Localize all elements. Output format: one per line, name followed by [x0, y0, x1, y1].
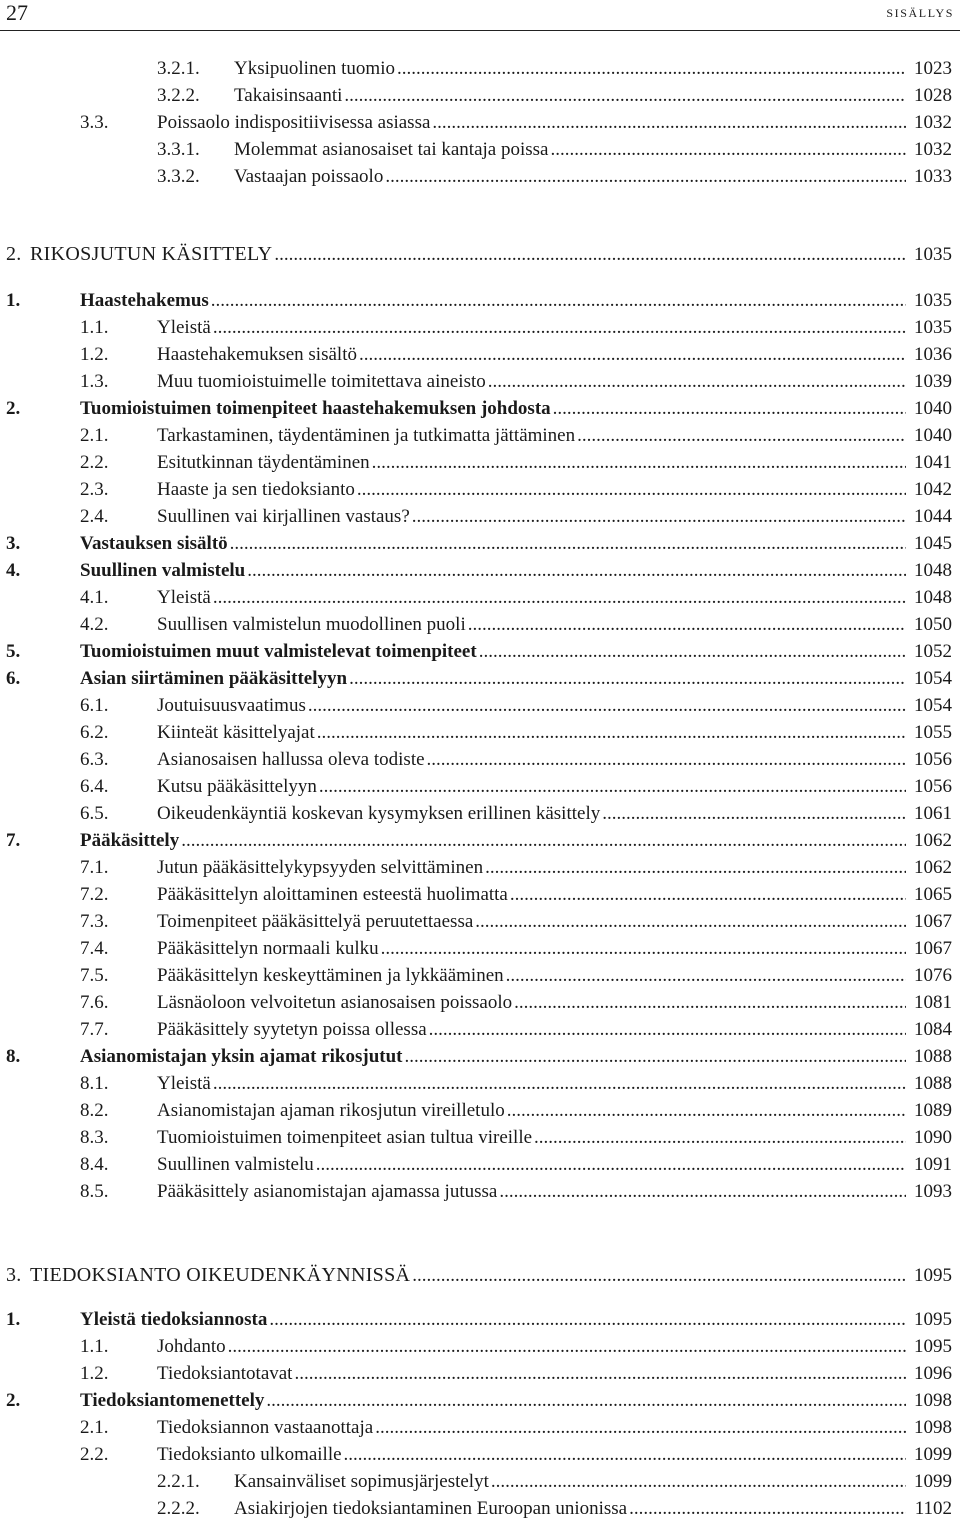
- dot-leader: [491, 1468, 906, 1495]
- toc-entry-number: 3.2.1.: [157, 58, 200, 79]
- dot-leader: [577, 422, 906, 449]
- toc-entry-number: 2.2.: [80, 1444, 109, 1465]
- toc-entry[interactable]: [0, 136, 960, 163]
- dot-leader: [485, 854, 906, 881]
- toc-entry-number: 8.2.: [80, 1100, 109, 1121]
- toc-entry-page: 1040: [914, 398, 952, 419]
- dot-leader: [274, 241, 906, 268]
- dot-leader: [602, 800, 906, 827]
- toc-entry[interactable]: [0, 109, 960, 136]
- toc-entry[interactable]: [0, 1178, 960, 1205]
- toc-entry-page: 1040: [914, 425, 952, 446]
- toc-entry-title: Poissaolo indispositiivisessa asiassa: [157, 112, 431, 133]
- toc-entry[interactable]: [0, 1387, 960, 1414]
- toc-entry-page: 1044: [914, 506, 952, 527]
- toc-entry-page: 1099: [914, 1444, 952, 1465]
- toc-entry-page: 1050: [914, 614, 952, 635]
- toc-entry-title: Asianomistajan ajaman rikosjutun vireilletulo: [157, 1100, 505, 1121]
- toc-entry[interactable]: [0, 854, 960, 881]
- dot-leader: [228, 1333, 906, 1360]
- toc-entry-title: Takaisinsaanti: [234, 85, 343, 106]
- toc-entry-number: 3.2.2.: [157, 85, 200, 106]
- toc-entry-number: 8.: [6, 1046, 21, 1067]
- toc-entry[interactable]: [0, 1333, 960, 1360]
- toc-entry-number: 6.1.: [80, 695, 109, 716]
- toc-entry-page: 1088: [914, 1046, 952, 1067]
- toc-entry-title: Jutun pääkäsittelykypsyyden selvittäminen: [157, 857, 484, 878]
- toc-entry-page: 1076: [914, 965, 952, 986]
- toc-entry-number: 2.: [6, 398, 21, 419]
- dot-leader: [230, 530, 906, 557]
- dot-leader: [349, 665, 906, 692]
- toc-entry-title: Tiedoksianto ulkomaille: [157, 1444, 342, 1465]
- toc-entry-number: 7.5.: [80, 965, 109, 986]
- toc-entry-number: 3.3.2.: [157, 166, 200, 187]
- toc-entry-page: 1095: [914, 1265, 952, 1286]
- toc-entry-number: 1.3.: [80, 371, 109, 392]
- dot-leader: [308, 692, 906, 719]
- toc-entry-title: Oikeudenkäyntiä koskevan kysymyksen erillinen käsittely: [157, 803, 601, 824]
- toc-entry-number: 2.2.: [80, 452, 109, 473]
- dot-leader: [319, 773, 906, 800]
- dot-leader: [397, 55, 906, 82]
- dot-leader: [427, 746, 906, 773]
- toc-entry-page: 1091: [914, 1154, 952, 1175]
- toc-entry[interactable]: [0, 1414, 960, 1441]
- dot-leader: [629, 1495, 906, 1522]
- toc-entry-number: 6.2.: [80, 722, 109, 743]
- toc-entry[interactable]: [0, 503, 960, 530]
- toc-entry[interactable]: [0, 287, 960, 314]
- toc-entry-title: Yleistä: [157, 317, 211, 338]
- toc-entry[interactable]: [0, 341, 960, 368]
- toc-entry-page: 1090: [914, 1127, 952, 1148]
- toc-entry[interactable]: [0, 163, 960, 190]
- dot-leader: [534, 1124, 906, 1151]
- dot-leader: [372, 449, 906, 476]
- dot-leader: [499, 1178, 906, 1205]
- toc-entry[interactable]: [0, 82, 960, 109]
- toc-entry-title: Suullinen valmistelu: [80, 560, 246, 581]
- toc-entry-title: RIKOSJUTUN KÄSITTELY: [30, 243, 273, 265]
- toc-entry-page: 1093: [914, 1181, 952, 1202]
- toc-entry-number: 8.4.: [80, 1154, 109, 1175]
- toc-entry-page: 1035: [914, 317, 952, 338]
- toc-entry[interactable]: [0, 611, 960, 638]
- toc-entry-page: 1023: [914, 58, 952, 79]
- dot-leader: [213, 1070, 906, 1097]
- toc-entry-page: 1084: [914, 1019, 952, 1040]
- toc-entry-page: 1045: [914, 533, 952, 554]
- toc-entry-title: Pääkäsittely syytetyn poissa ollessa: [157, 1019, 427, 1040]
- toc-entry-title: Tuomioistuimen toimenpiteet haastehakemuksen johdosta: [80, 398, 551, 419]
- toc-entry-page: 1095: [914, 1309, 952, 1330]
- toc-entry[interactable]: [0, 1124, 960, 1151]
- dot-leader: [468, 611, 906, 638]
- toc-entry-title: Kutsu pääkäsittelyyn: [157, 776, 317, 797]
- dot-leader: [479, 638, 906, 665]
- toc-entry-title: TIEDOKSIANTO OIKEUDENKÄYNNISSÄ: [30, 1264, 411, 1286]
- toc-entry-page: 1102: [914, 1498, 952, 1519]
- toc-entry-title: Haastehakemuksen sisältö: [157, 344, 357, 365]
- toc-entry-number: 6.5.: [80, 803, 109, 824]
- dot-leader: [506, 962, 906, 989]
- toc-entry-page: 1035: [914, 290, 952, 311]
- toc-entry[interactable]: [0, 1016, 960, 1043]
- toc-entry-title: Johdanto: [157, 1336, 226, 1357]
- toc-entry[interactable]: [0, 314, 960, 341]
- toc-entry-number: 3.3.1.: [157, 139, 200, 160]
- toc-entry-title: Tuomioistuimen muut valmistelevat toimenpiteet: [80, 641, 477, 662]
- toc-entry-number: 2.4.: [80, 506, 109, 527]
- toc-entry-number: 1.2.: [80, 1363, 109, 1384]
- dot-leader: [294, 1360, 906, 1387]
- dot-leader: [507, 1097, 906, 1124]
- toc-entry-number: 2.1.: [80, 1417, 109, 1438]
- toc-entry-number: 2.2.2.: [157, 1498, 200, 1519]
- toc-entry-title: Pääkäsittely asianomistajan ajamassa jutussa: [157, 1181, 498, 1202]
- toc-entry-number: 6.4.: [80, 776, 109, 797]
- toc-entry-page: 1035: [914, 244, 952, 265]
- toc-entry-number: 8.5.: [80, 1181, 109, 1202]
- toc-entry-page: 1033: [914, 166, 952, 187]
- dot-leader: [316, 1151, 906, 1178]
- dot-leader: [429, 1016, 906, 1043]
- dot-leader: [269, 1306, 906, 1333]
- toc-part-entry[interactable]: [0, 241, 960, 268]
- dot-leader: [344, 1441, 906, 1468]
- dot-leader: [357, 476, 906, 503]
- dot-leader: [181, 827, 906, 854]
- toc-entry-page: 1065: [914, 884, 952, 905]
- toc-entry-number: 7.1.: [80, 857, 109, 878]
- toc-entry-title: Yleistä tiedoksiannosta: [80, 1309, 268, 1330]
- toc-entry-number: 5.: [6, 641, 21, 662]
- toc-entry[interactable]: [0, 719, 960, 746]
- toc-entry-number: 8.3.: [80, 1127, 109, 1148]
- toc-entry-number: 2.: [6, 1390, 21, 1411]
- toc-entry-number: 4.: [6, 560, 21, 581]
- page-number: 27: [6, 0, 28, 25]
- toc-entry-page: 1062: [914, 857, 952, 878]
- toc-entry-title: Asian siirtäminen pääkäsittelyyn: [80, 668, 348, 689]
- dot-leader: [317, 719, 906, 746]
- toc-entry-title: Suullinen valmistelu: [157, 1154, 314, 1175]
- dot-leader: [381, 935, 906, 962]
- toc-entry-page: 1032: [914, 139, 952, 160]
- dot-leader: [266, 1387, 906, 1414]
- toc-entry-number: 1.: [6, 1309, 21, 1330]
- toc-entry-page: 1089: [914, 1100, 952, 1121]
- toc-entry-page: 1088: [914, 1073, 952, 1094]
- toc-entry-title: Asiakirjojen tiedoksiantaminen Euroopan unionissa: [234, 1498, 628, 1519]
- dot-leader: [385, 163, 906, 190]
- toc-entry[interactable]: [0, 1306, 960, 1333]
- toc-entry-title: Haaste ja sen tiedoksianto: [157, 479, 355, 500]
- toc-entry-title: Pääkäsittelyn keskeyttäminen ja lykkääminen: [157, 965, 504, 986]
- toc-entry-number: 8.1.: [80, 1073, 109, 1094]
- toc-entry[interactable]: [0, 1043, 960, 1070]
- toc-entry-title: Molemmat asianosaiset tai kantaja poissa: [234, 139, 549, 160]
- toc-entry-title: Vastauksen sisältö: [80, 533, 228, 554]
- toc-entry[interactable]: [0, 638, 960, 665]
- toc-entry-title: Tiedoksiannon vastaanottaja: [157, 1417, 374, 1438]
- toc-entry-title: Kansainväliset sopimusjärjestelyt: [234, 1471, 489, 1492]
- toc-entry-page: 1098: [914, 1417, 952, 1438]
- toc-entry-title: Toimenpiteet pääkäsittelyä peruutettaessa: [157, 911, 474, 932]
- toc-entry-page: 1032: [914, 112, 952, 133]
- toc-entry-title: Yksipuolinen tuomio: [234, 58, 395, 79]
- dot-leader: [550, 136, 906, 163]
- toc-entry[interactable]: [0, 55, 960, 82]
- dot-leader: [247, 557, 906, 584]
- toc-entry-number: 7.7.: [80, 1019, 109, 1040]
- toc-entry-page: 1055: [914, 722, 952, 743]
- toc-entry-title: Pääkäsittelyn aloittaminen esteestä huolimatta: [157, 884, 508, 905]
- toc-entry[interactable]: [0, 422, 960, 449]
- toc-entry[interactable]: [0, 962, 960, 989]
- dot-leader: [213, 584, 906, 611]
- dot-leader: [553, 395, 906, 422]
- dot-leader: [412, 503, 906, 530]
- toc-entry-page: 1098: [914, 1390, 952, 1411]
- toc-entry-page: 1096: [914, 1363, 952, 1384]
- toc-entry-title: Pääkäsittely: [80, 830, 180, 851]
- toc-entry[interactable]: [0, 368, 960, 395]
- toc-entry-number: 3.3.: [80, 112, 109, 133]
- toc-entry[interactable]: [0, 665, 960, 692]
- toc-entry-number: 2.3.: [80, 479, 109, 500]
- running-title: sisällys: [886, 2, 954, 21]
- toc-entry-number: 1.1.: [80, 317, 109, 338]
- toc-entry[interactable]: [0, 395, 960, 422]
- toc-entry-page: 1056: [914, 749, 952, 770]
- dot-leader: [359, 341, 906, 368]
- toc-entry[interactable]: [0, 935, 960, 962]
- toc-entry-title: Asianosaisen hallussa oleva todiste: [157, 749, 425, 770]
- toc-entry-number: 4.1.: [80, 587, 109, 608]
- toc-entry[interactable]: [0, 1151, 960, 1178]
- toc-entry[interactable]: [0, 908, 960, 935]
- toc-entry-number: 1.1.: [80, 1336, 109, 1357]
- toc-entry-page: 1054: [914, 695, 952, 716]
- toc-entry[interactable]: [0, 1360, 960, 1387]
- dot-leader: [344, 82, 906, 109]
- toc-entry[interactable]: [0, 1097, 960, 1124]
- toc-entry[interactable]: [0, 827, 960, 854]
- dot-leader: [432, 109, 906, 136]
- toc-entry-title: Esitutkinnan täydentäminen: [157, 452, 370, 473]
- toc-entry-page: 1062: [914, 830, 952, 851]
- toc-entry-page: 1041: [914, 452, 952, 473]
- toc-entry-number: 7.: [6, 830, 21, 851]
- dot-leader: [405, 1043, 906, 1070]
- toc-entry-number: 7.6.: [80, 992, 109, 1013]
- toc-entry-title: Läsnäoloon velvoitetun asianosaisen poissaolo: [157, 992, 513, 1013]
- toc-entry-title: Suullinen vai kirjallinen vastaus?: [157, 506, 410, 527]
- toc-entry-page: 1061: [914, 803, 952, 824]
- toc-entry[interactable]: [0, 476, 960, 503]
- toc-entry-page: 1028: [914, 85, 952, 106]
- dot-leader: [488, 368, 906, 395]
- toc-entry[interactable]: [0, 692, 960, 719]
- toc-entry-title: Tuomioistuimen toimenpiteet asian tultua vireille: [157, 1127, 533, 1148]
- toc-entry-page: 1081: [914, 992, 952, 1013]
- toc-entry-number: 7.3.: [80, 911, 109, 932]
- toc-entry-number: 3.: [6, 1264, 22, 1286]
- toc-entry-number: 6.3.: [80, 749, 109, 770]
- toc-entry-page: 1054: [914, 668, 952, 689]
- dot-leader: [213, 314, 906, 341]
- toc-entry-number: 3.: [6, 533, 21, 554]
- toc-entry-title: Pääkäsittelyn normaali kulku: [157, 938, 379, 959]
- toc-entry-title: Tiedoksiantotavat: [157, 1363, 293, 1384]
- toc-entry-page: 1039: [914, 371, 952, 392]
- toc-entry[interactable]: [0, 773, 960, 800]
- toc-entry-page: 1052: [914, 641, 952, 662]
- toc-entry-title: Tarkastaminen, täydentäminen ja tutkimatta jättäminen: [157, 425, 576, 446]
- toc-entry-page: 1048: [914, 560, 952, 581]
- toc-entry-page: 1042: [914, 479, 952, 500]
- toc-entry-title: Haastehakemus: [80, 290, 209, 311]
- dot-leader: [412, 1262, 906, 1289]
- toc-entry-page: 1095: [914, 1336, 952, 1357]
- toc-entry[interactable]: [0, 1468, 960, 1495]
- toc-entry[interactable]: [0, 1495, 960, 1522]
- toc-entry-page: 1036: [914, 344, 952, 365]
- toc-entry-title: Joutuisuusvaatimus: [157, 695, 306, 716]
- toc-entry-number: 4.2.: [80, 614, 109, 635]
- toc-part-entry[interactable]: [0, 1262, 960, 1289]
- toc-entry[interactable]: [0, 449, 960, 476]
- toc-entry[interactable]: [0, 584, 960, 611]
- toc-entry-title: Yleistä: [157, 587, 211, 608]
- toc-entry-title: Suullisen valmistelun muodollinen puoli: [157, 614, 466, 635]
- toc-entry[interactable]: [0, 557, 960, 584]
- toc-entry[interactable]: [0, 800, 960, 827]
- toc-entry-number: 1.2.: [80, 344, 109, 365]
- toc-entry-title: Vastaajan poissaolo: [234, 166, 384, 187]
- toc-entry-number: 2.1.: [80, 425, 109, 446]
- toc-entry[interactable]: [0, 881, 960, 908]
- header-rule: [0, 30, 960, 31]
- toc-entry-page: 1099: [914, 1471, 952, 1492]
- dot-leader: [375, 1414, 906, 1441]
- toc-entry-title: Asianomistajan yksin ajamat rikosjutut: [80, 1046, 403, 1067]
- toc-entry[interactable]: [0, 1070, 960, 1097]
- dot-leader: [514, 989, 906, 1016]
- toc-entry-number: 2.2.1.: [157, 1471, 200, 1492]
- toc-entry-number: 2.: [6, 243, 22, 265]
- toc-entry-page: 1067: [914, 938, 952, 959]
- toc-entry-number: 1.: [6, 290, 21, 311]
- toc-entry-page: 1056: [914, 776, 952, 797]
- toc-entry-title: Muu tuomioistuimelle toimitettava aineisto: [157, 371, 486, 392]
- toc-entry-title: Kiinteät käsittelyajat: [157, 722, 315, 743]
- toc-entry-number: 6.: [6, 668, 21, 689]
- toc-entry-number: 7.2.: [80, 884, 109, 905]
- dot-leader: [475, 908, 906, 935]
- toc-entry-number: 7.4.: [80, 938, 109, 959]
- toc-entry-page: 1067: [914, 911, 952, 932]
- toc-entry-title: Tiedoksiantomenettely: [80, 1390, 265, 1411]
- toc-entry[interactable]: [0, 746, 960, 773]
- dot-leader: [211, 287, 906, 314]
- toc-entry[interactable]: [0, 530, 960, 557]
- toc-entry-title: Yleistä: [157, 1073, 211, 1094]
- toc-entry[interactable]: [0, 989, 960, 1016]
- toc-entry-page: 1048: [914, 587, 952, 608]
- dot-leader: [510, 881, 906, 908]
- toc-entry[interactable]: [0, 1441, 960, 1468]
